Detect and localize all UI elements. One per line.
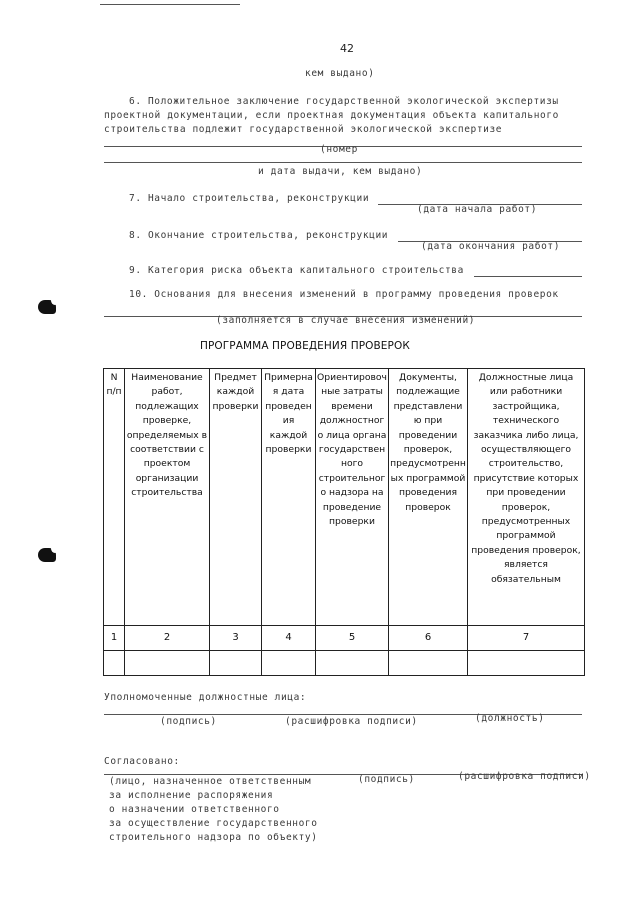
item9-fill-rule [474, 276, 582, 277]
item8-label: 8. Окончание строительства, реконструкции [129, 230, 389, 241]
item10-label: 10. Основания для внесения изменений в программу проведения проверок [129, 289, 559, 300]
responsible-person-hint-1: (лицо, назначенное ответственным [109, 776, 312, 787]
authorized-officials-label: Уполномоченные должностные лица: [104, 692, 307, 703]
header-cell-works: Наименование работ, подлежащих проверке, определяемых в соответствии с проектом организации строительства [125, 369, 210, 626]
signature-hint: (подпись) [160, 716, 217, 727]
table-cell [210, 651, 262, 676]
table-cell [316, 651, 389, 676]
decode-hint: (расшифровка подписи) [285, 716, 418, 727]
table-title: ПРОГРАММА ПРОВЕДЕНИЯ ПРОВЕРОК [200, 340, 410, 352]
item9-label: 9. Категория риска объекта капитального строительства [129, 265, 464, 276]
table-header-row [104, 369, 585, 626]
table-cell [125, 651, 210, 676]
column-number-cell: 2 [125, 626, 210, 651]
item6-line2: проектной документации, если проектная документация объекта капитального [104, 110, 560, 121]
table-row [104, 626, 585, 651]
item10-hint: (заполняется в случае внесения изменений) [216, 315, 476, 326]
binder-hole-icon [38, 300, 56, 314]
table-cell [468, 651, 585, 676]
column-number-cell: 3 [210, 626, 262, 651]
column-number-cell: 1 [104, 626, 125, 651]
item6-date-hint: и дата выдачи, кем выдано) [258, 166, 423, 177]
item6-line1: 6. Положительное заключение государственной экологической экспертизы [129, 96, 559, 107]
agreed-label: Согласовано: [104, 756, 180, 767]
header-cell-number: N п/п [104, 369, 125, 626]
agreed-decode-hint: (расшифровка подписи) [458, 771, 591, 782]
column-number-cell: 6 [389, 626, 468, 651]
item6-line3: строительства подлежит государственной экологической экспертизе [104, 124, 503, 135]
header-cell-date: Примерная дата проведения каждой проверки [262, 369, 316, 626]
table-cell [104, 651, 125, 676]
table-row [104, 651, 585, 676]
responsible-person-hint-3: о назначении ответственного [109, 804, 280, 815]
item6-number-hint: (номер [320, 144, 358, 155]
header-cell-subject: Предмет каждой проверки [210, 369, 262, 626]
column-number-cell: 5 [316, 626, 389, 651]
header-cell-documents: Документы, подлежащие представлению при проведении проверок, предусмотренных программой проведения проверок [389, 369, 468, 626]
header-cell-time: Ориентировочные затраты времени должностного лица органа государственного строительного надзора на проведение проверки [316, 369, 389, 626]
table-cell [389, 651, 468, 676]
responsible-person-hint-4: за осуществление государственного [109, 818, 318, 829]
position-hint: (должность) [475, 713, 545, 724]
item6-fill-rule2 [104, 162, 582, 163]
responsible-person-hint-2: за исполнение распоряжения [109, 790, 274, 801]
column-number-cell: 7 [468, 626, 585, 651]
item7-hint: (дата начала работ) [417, 204, 538, 215]
agreed-signature-hint: (подпись) [358, 774, 415, 785]
page-number: 42 [340, 42, 354, 55]
item7-label: 7. Начало строительства, реконструкции [129, 193, 370, 204]
inspection-program-table [103, 368, 585, 676]
binder-hole-icon [38, 548, 56, 562]
header-cell-officials: Должностные лица или работники застройщика, технического заказчика либо лица, осуществляющего строительство, присутствие которых при проведении проверок, предусмотренных программой проведения проверок, является обязательным [468, 369, 585, 626]
column-number-cell: 4 [262, 626, 316, 651]
responsible-person-hint-5: строительного надзора по объекту) [109, 832, 318, 843]
item8-hint: (дата окончания работ) [421, 241, 561, 252]
table-cell [262, 651, 316, 676]
issued-by-hint: кем выдано) [305, 68, 375, 79]
top-rule [100, 4, 240, 5]
